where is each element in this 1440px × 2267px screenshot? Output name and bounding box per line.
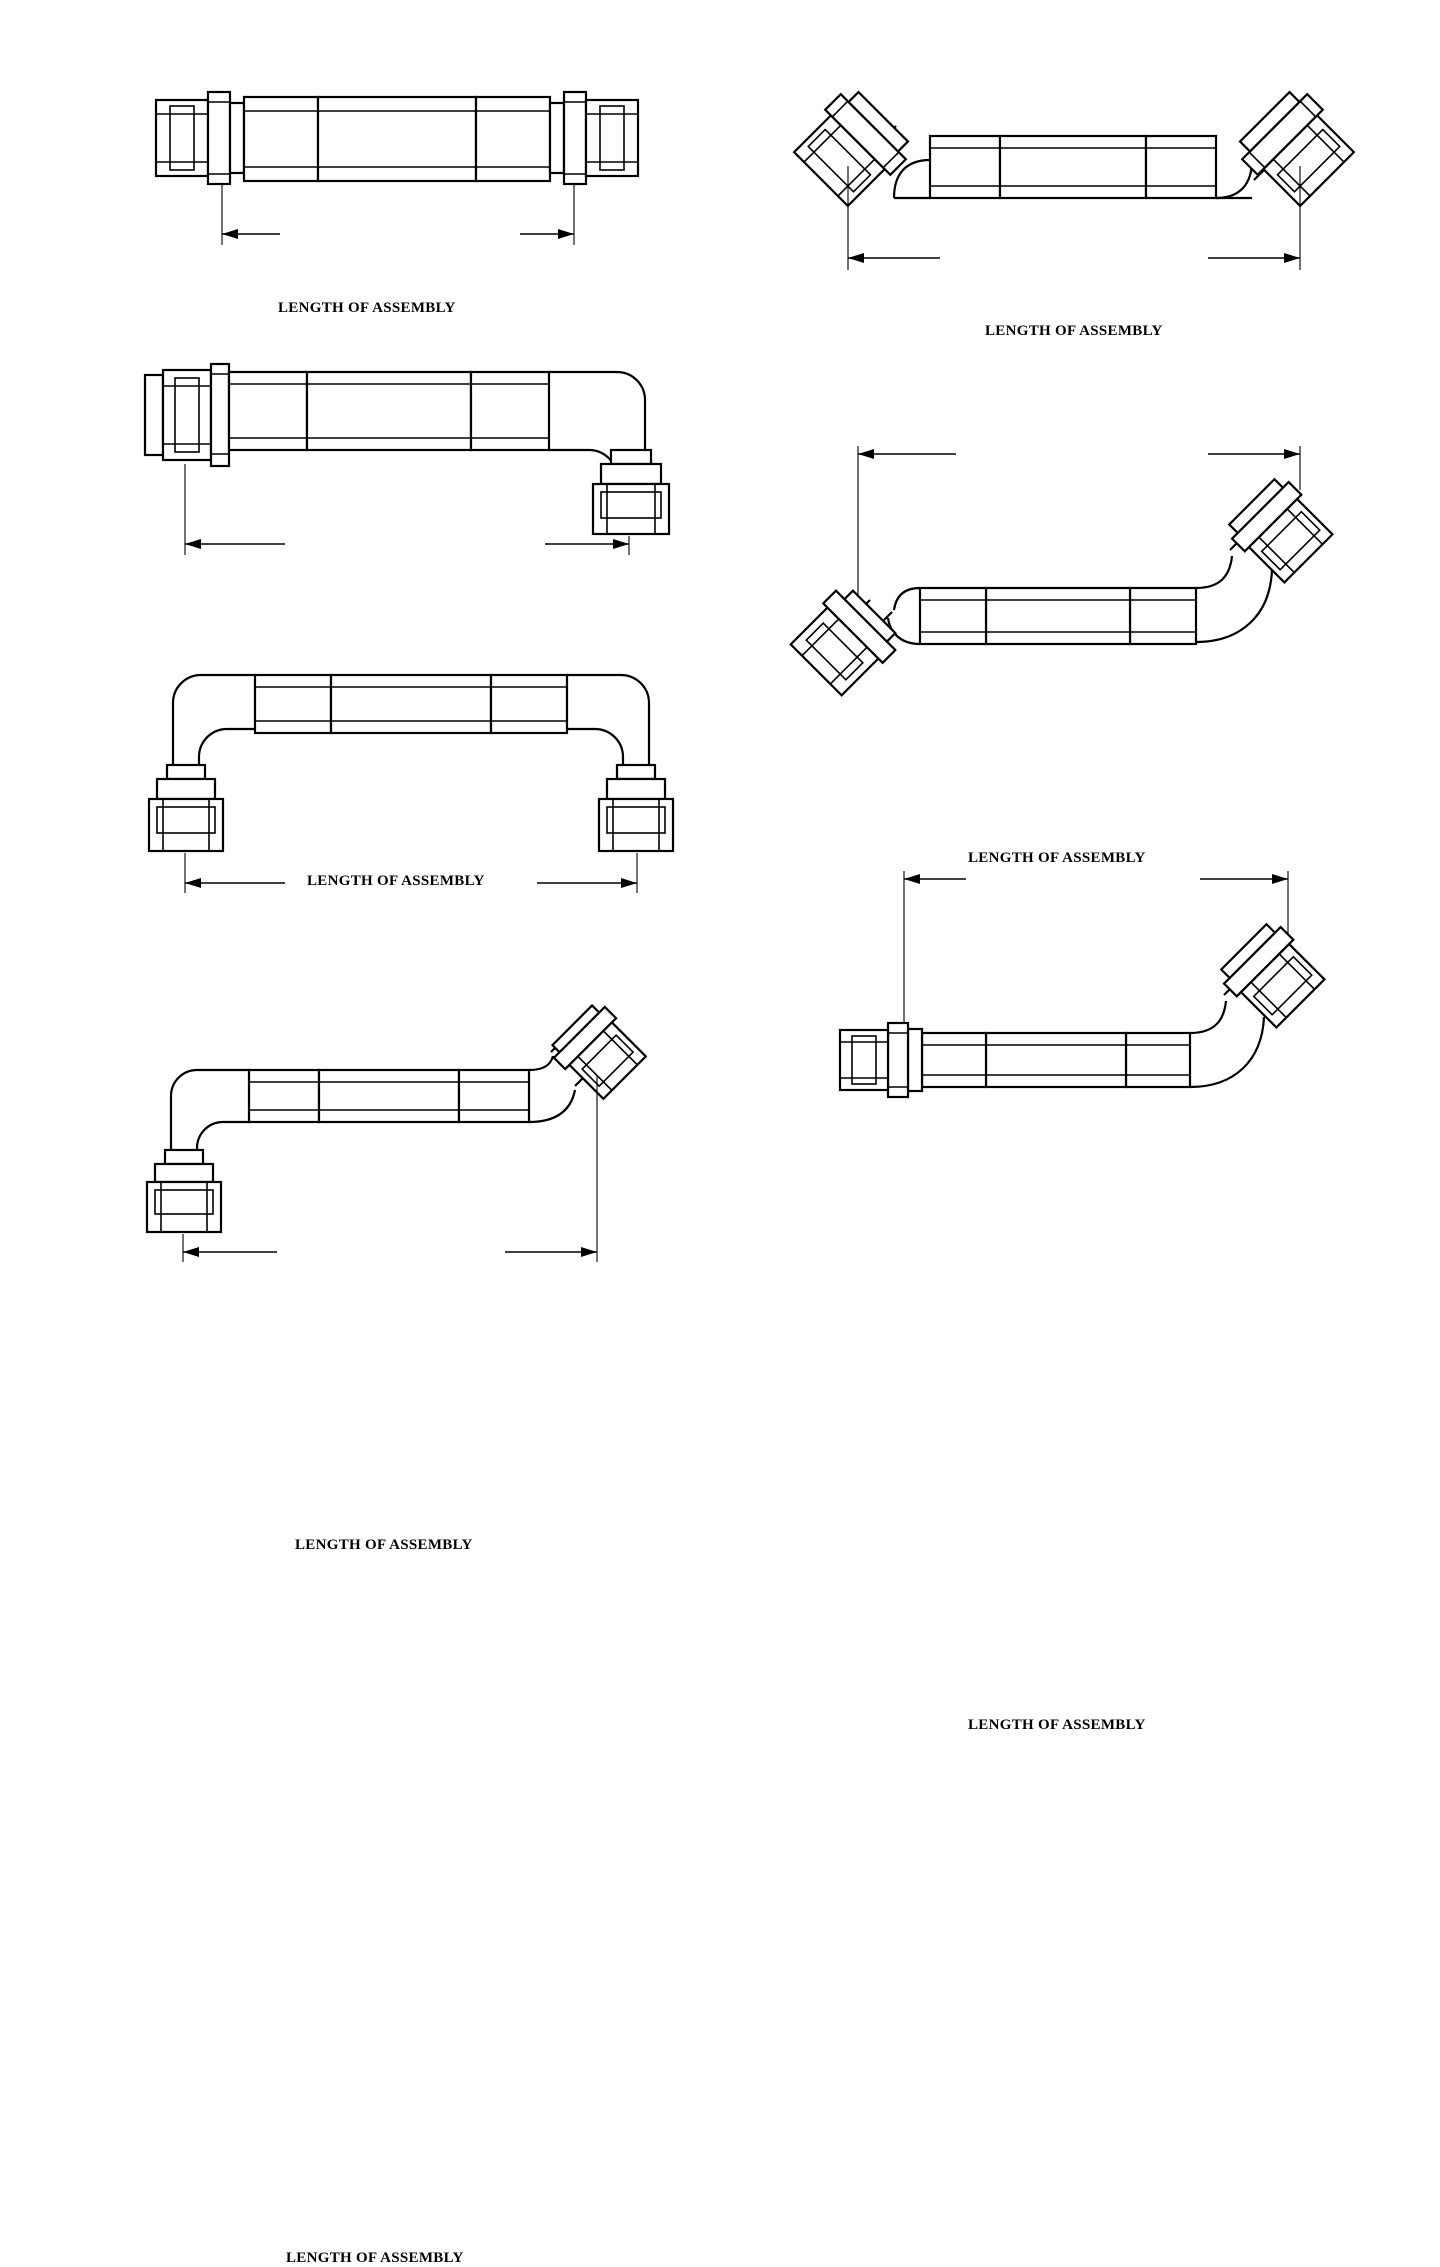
figure-90-to-90	[145, 665, 685, 1553]
dimension-label: LENGTH OF ASSEMBLY	[295, 1537, 473, 1553]
figure-straight-to-straight-drawing	[130, 75, 650, 265]
figure-90-to-90-drawing	[145, 665, 685, 905]
dimension-label: LENGTH OF ASSEMBLY	[968, 1717, 1146, 1733]
dimension-label: LENGTH OF ASSEMBLY	[968, 850, 1146, 866]
figure-straight-to-straight	[130, 75, 650, 316]
figure-90-to-45	[145, 1010, 665, 2266]
figure-90-to-45-drawing	[145, 1010, 665, 1270]
figure-straight-to-45	[800, 855, 1330, 1733]
figure-straight-to-90-drawing	[125, 340, 685, 580]
dimension-label: LENGTH OF ASSEMBLY	[307, 873, 485, 889]
figure-45-to-45-offset-drawing	[800, 420, 1340, 710]
dimension-label: LENGTH OF ASSEMBLY	[286, 2250, 464, 2266]
figure-straight-to-90	[125, 340, 685, 889]
dimension-label: LENGTH OF ASSEMBLY	[985, 323, 1163, 339]
figure-45-to-45-drawing	[810, 80, 1330, 280]
figure-straight-to-45-drawing	[800, 855, 1330, 1145]
figure-45-to-45	[810, 80, 1330, 339]
figure-45-to-45-offset	[800, 420, 1340, 866]
dimension-label: LENGTH OF ASSEMBLY	[278, 300, 456, 316]
